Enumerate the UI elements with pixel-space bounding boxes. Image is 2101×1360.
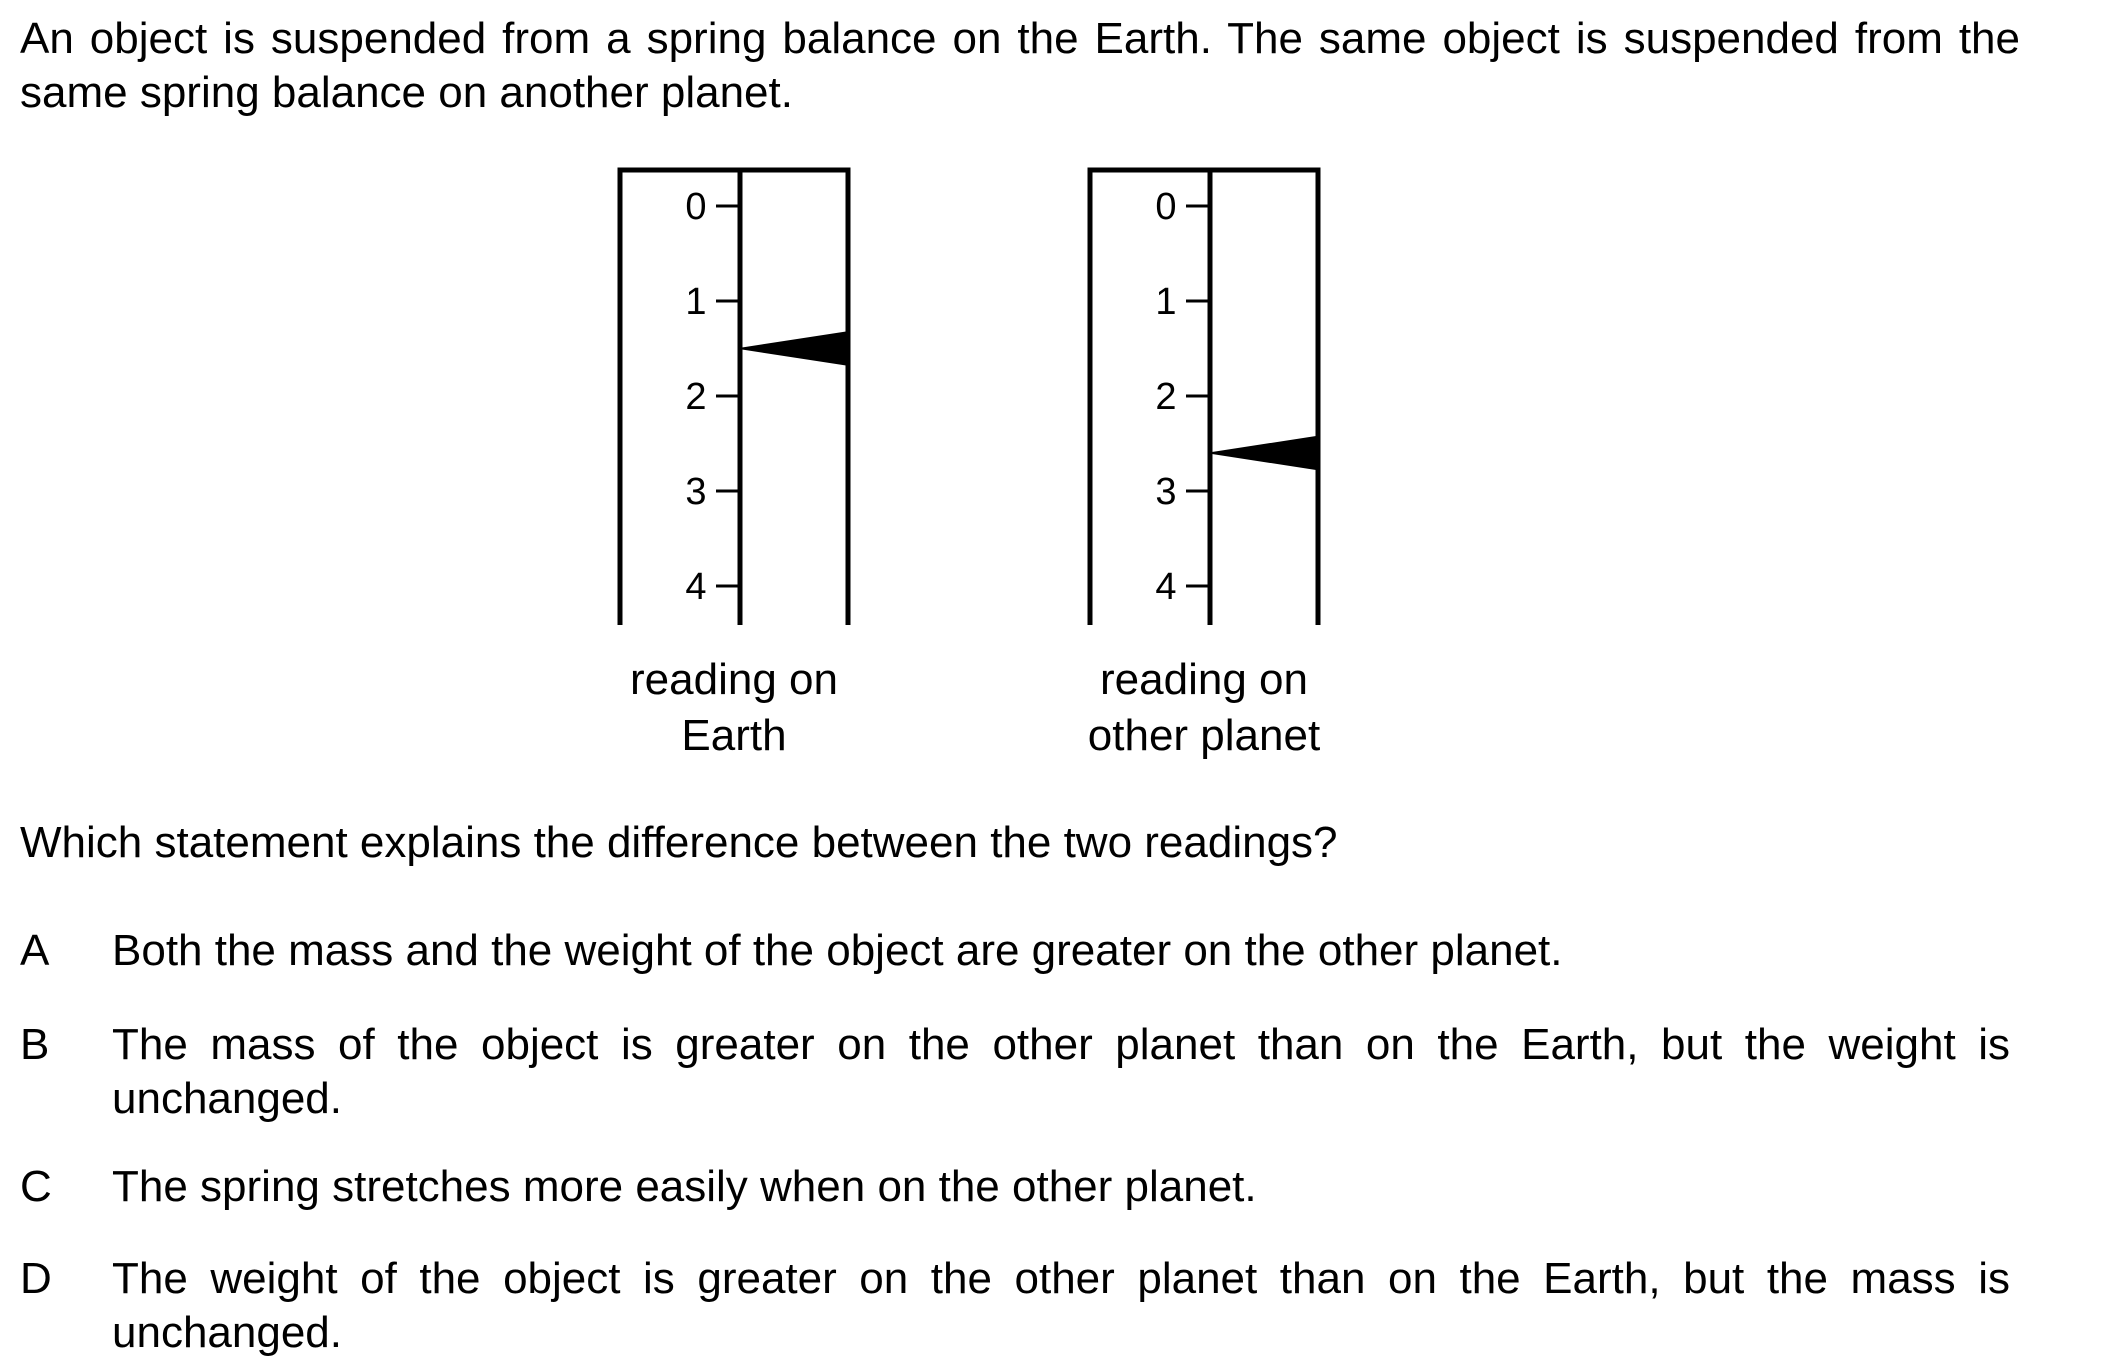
option-letter: A xyxy=(20,926,50,975)
option-a[interactable] xyxy=(20,924,2010,978)
caption-other-planet xyxy=(1054,652,1354,764)
spring-balance-earth xyxy=(620,170,848,625)
question-stem: Which statement explains the difference between the two readings? xyxy=(20,818,1338,867)
option-letter: B xyxy=(20,1020,50,1069)
pointer-other-planet xyxy=(1212,436,1316,470)
scale-label: 0 xyxy=(1155,186,1177,228)
option-letter: C xyxy=(20,1162,52,1211)
caption-earth-line2: Earth xyxy=(681,711,787,760)
option-text: Both the mass and the weight of the object are greater on the other planet. xyxy=(112,926,1563,975)
scale-ticks-earth xyxy=(685,186,740,608)
option-text: The weight of the object is greater on the other planet than on the Earth, but the mass is unchanged. xyxy=(112,1254,2010,1357)
caption-earth-line1: reading on xyxy=(630,655,838,704)
scale-label: 4 xyxy=(685,566,707,608)
scale-label: 4 xyxy=(1155,566,1177,608)
caption-other-planet-line2: other planet xyxy=(1087,711,1321,760)
option-c[interactable] xyxy=(20,1160,2010,1214)
scale-label: 3 xyxy=(1155,471,1177,513)
pointer-earth xyxy=(742,332,846,366)
scale-ticks-other-planet xyxy=(1155,186,1210,608)
option-d[interactable] xyxy=(20,1252,2010,1360)
question-intro: An object is suspended from a spring balance on the Earth. The same object is suspended from the same spring balance on another planet. xyxy=(20,14,2020,117)
scale-label: 1 xyxy=(685,281,707,323)
spring-balance-other-planet xyxy=(1090,170,1318,625)
caption-earth xyxy=(584,652,884,764)
scale-label: 2 xyxy=(685,376,707,418)
option-text: The spring stretches more easily when on the other planet. xyxy=(112,1162,1257,1211)
caption-other-planet-line1: reading on xyxy=(1100,655,1308,704)
option-b[interactable] xyxy=(20,1018,2010,1126)
option-letter: D xyxy=(20,1254,52,1303)
scale-label: 0 xyxy=(685,186,707,228)
spring-balance-diagram xyxy=(600,165,1400,625)
spring-balance-figure xyxy=(600,165,1400,765)
scale-label: 3 xyxy=(685,471,707,513)
scale-label: 1 xyxy=(1155,281,1177,323)
scale-label: 2 xyxy=(1155,376,1177,418)
option-text: The mass of the object is greater on the other planet than on the Earth, but the weight is unchanged. xyxy=(112,1020,2010,1123)
